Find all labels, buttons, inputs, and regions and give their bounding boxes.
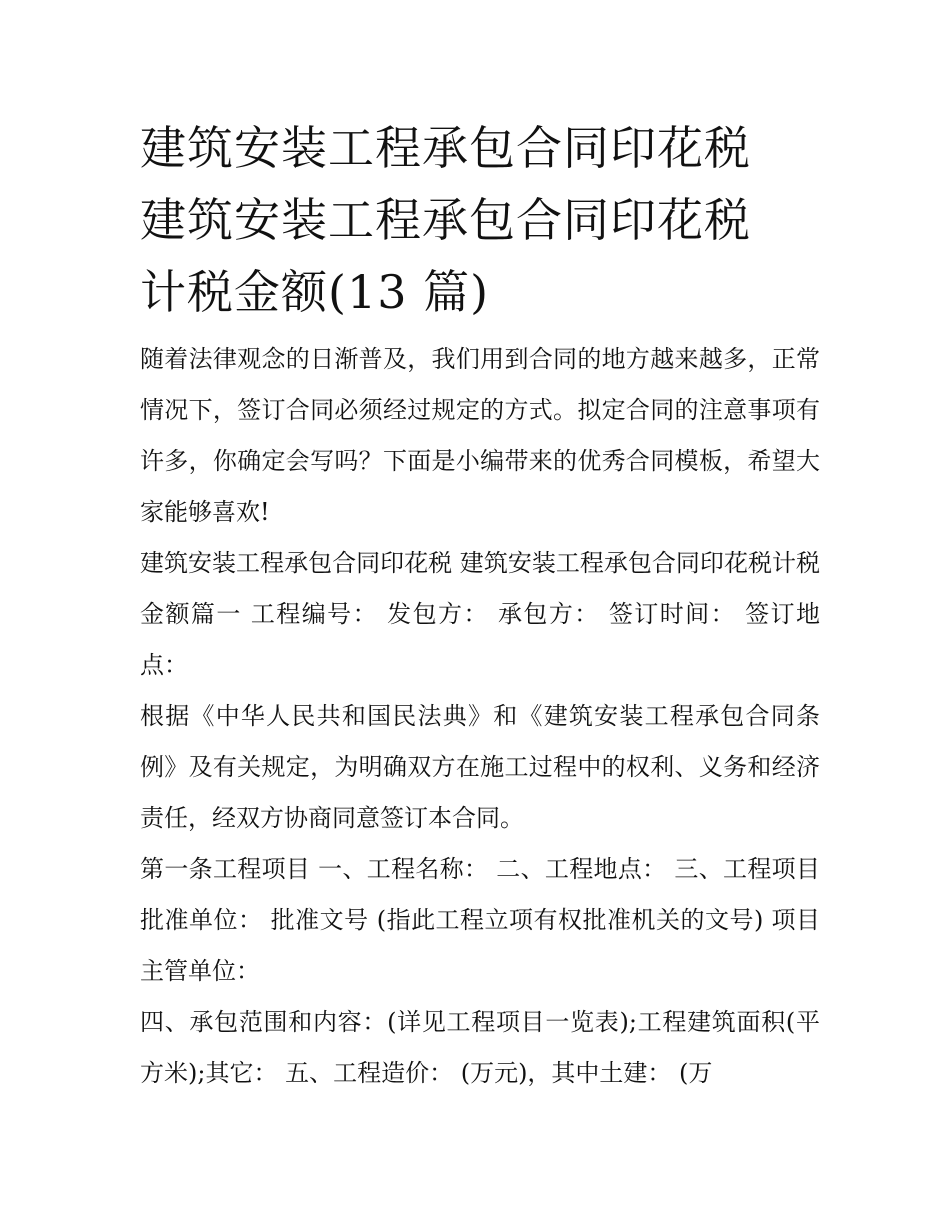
title-line-2: 建筑安装工程承包合同印花税 <box>140 193 751 247</box>
title-line-3: 计税金额(13 篇) <box>140 265 490 319</box>
scope-paragraph: 四、承包范围和内容：(详见工程项目一览表);工程建筑面积(平方米);其它： 五、工程造价： (万元)，其中土建： (万 <box>140 1008 820 1087</box>
article-one-paragraph: 第一条工程项目 一、工程名称： 二、工程地点： 三、工程项目批准单位： 批准文号 (指此工程立项有权批准机关的文号) 项目主管单位： <box>140 855 820 985</box>
document-content <box>140 112 820 1099</box>
contract-header-paragraph: 建筑安装工程承包合同印花税 建筑安装工程承包合同印花税计税金额篇一 工程编号： 发包方： 承包方： 签订时间： 签订地点： <box>140 549 820 679</box>
document-title <box>140 112 820 328</box>
intro-paragraph: 随着法律观念的日渐普及，我们用到合同的地方越来越多，正常情况下，签订合同必须经过规定的方式。拟定合同的注意事项有许多，你确定会写吗？下面是小编带来的优秀合同模板，希望大家能够喜欢! <box>140 345 820 526</box>
title-line-1: 建筑安装工程承包合同印花税 <box>140 121 751 175</box>
legal-basis-paragraph: 根据《中华人民共和国民法典》和《建筑安装工程承包合同条例》及有关规定，为明确双方在施工过程中的权利、义务和经济责任，经双方协商同意签订本合同。 <box>140 702 820 832</box>
